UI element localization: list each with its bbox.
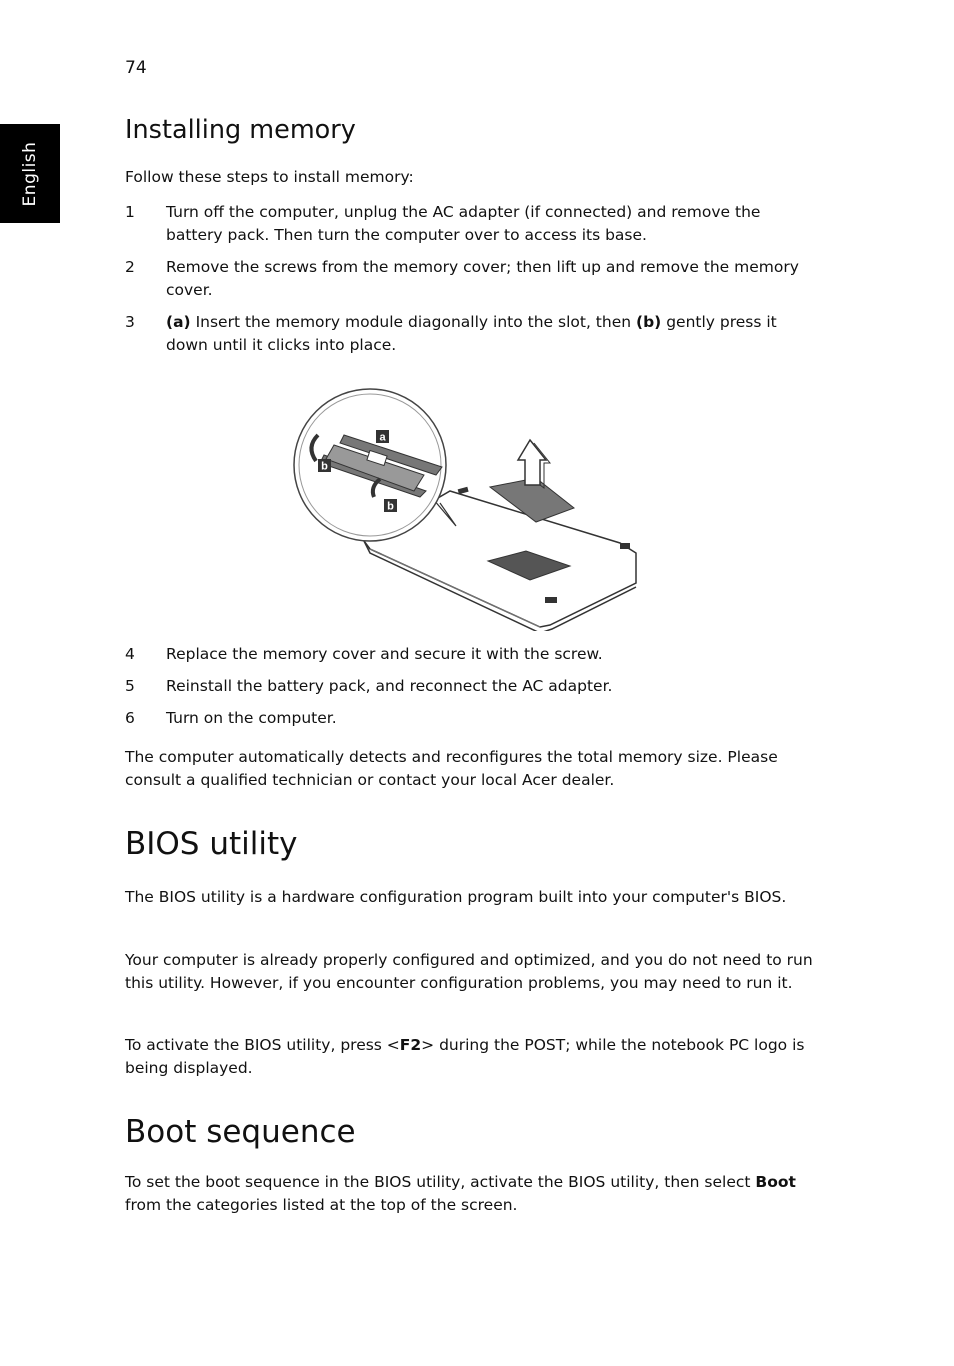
language-tab-label: English [20, 141, 40, 207]
bios-p3-post: > during the POST; while the notebook PC logo is being displayed. [125, 1036, 805, 1077]
step-number: 6 [125, 709, 135, 727]
step-number: 5 [125, 677, 135, 695]
step-text-part-a: Insert the memory module diagonally into the slot, then [190, 313, 636, 331]
step-text-part-b: gently press it down until it clicks into place. [166, 313, 777, 354]
bios-paragraph-2: Your computer is already properly configured and optimized, and you do not need to run this utility. However, if you encounter configuration problems, you may need to run it. [125, 951, 813, 992]
boot-key: Boot [755, 1173, 796, 1191]
step-number: 3 [125, 313, 135, 331]
f2-key: F2 [399, 1036, 422, 1054]
bios-paragraph-1: The BIOS utility is a hardware configuration program built into your computer's BIOS. [125, 888, 787, 906]
figure-label-b2: b [387, 500, 394, 513]
installing-memory-heading: Installing memory [125, 115, 356, 145]
figure-label-b1: b [321, 460, 328, 473]
step-text: Turn on the computer. [166, 709, 337, 727]
figure-label-a: a [379, 431, 386, 444]
step-number: 4 [125, 645, 135, 663]
step-number: 2 [125, 258, 135, 276]
label-b: (b) [636, 313, 662, 331]
boot-p1-pre: To set the boot sequence in the BIOS utility, activate the BIOS utility, then select [125, 1173, 756, 1191]
label-a: (a) [166, 313, 191, 331]
step-text [166, 311, 816, 357]
bios-paragraph-3 [125, 1034, 815, 1080]
boot-p1-post: from the categories listed at the top of the screen. [125, 1196, 518, 1214]
language-tab [0, 124, 60, 223]
boot-paragraph-1 [125, 1171, 815, 1217]
page-number: 74 [125, 58, 147, 78]
installing-memory-intro: Follow these steps to install memory: [125, 168, 414, 186]
installing-memory-closing: The computer automatically detects and reconfigures the total memory size. Please consult a qualified technician or contact your local Acer dealer. [125, 748, 778, 789]
memory-install-illustration [290, 383, 642, 631]
step-text: Remove the screws from the memory cover; then lift up and remove the memory cover. [166, 258, 799, 299]
step-text: Replace the memory cover and secure it with the screw. [166, 645, 603, 663]
step-text: Reinstall the battery pack, and reconnect the AC adapter. [166, 677, 613, 695]
bios-p3-pre: To activate the BIOS utility, press < [125, 1036, 400, 1054]
bios-utility-heading: BIOS utility [125, 826, 298, 862]
step-text: Turn off the computer, unplug the AC adapter (if connected) and remove the battery pack. Then turn the computer over to access its base. [166, 203, 761, 244]
boot-sequence-heading: Boot sequence [125, 1114, 356, 1150]
step-number: 1 [125, 203, 135, 221]
